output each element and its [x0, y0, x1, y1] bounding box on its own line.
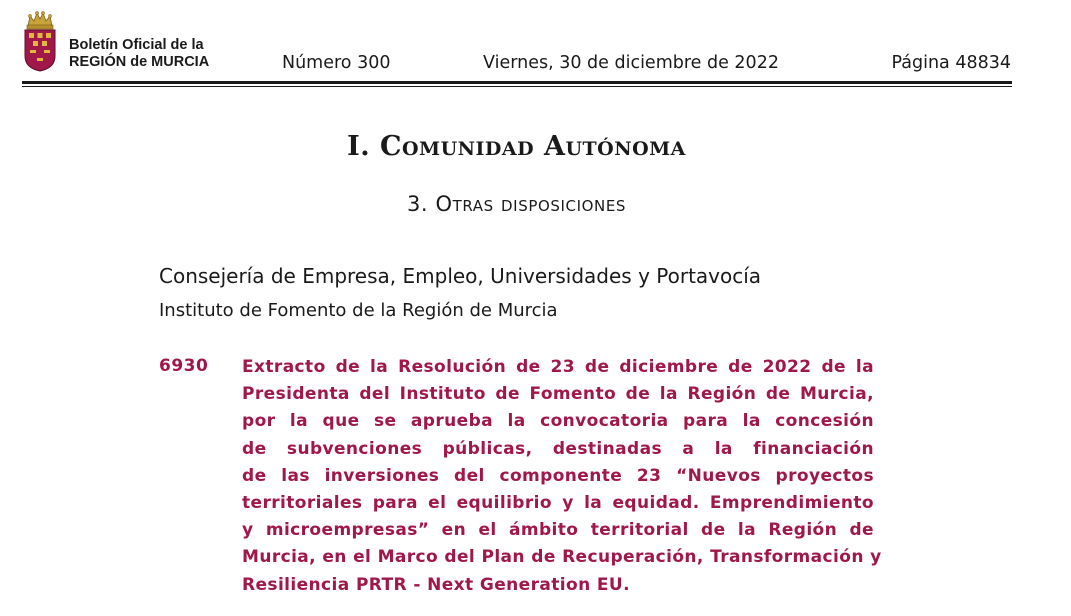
- summary-line: de las inversiones del componente 23 “Nuevos proyectos: [242, 465, 874, 486]
- announcement-number: 6930: [159, 356, 209, 376]
- page-header: [0, 0, 1071, 90]
- header-rule-thin: [22, 86, 1012, 87]
- subsection-title: 3. Otras disposiciones: [406, 192, 627, 216]
- issue-date: Viernes, 30 de diciembre de 2022: [483, 53, 779, 73]
- announcement-summary: [242, 354, 882, 599]
- summary-line: territoriales para el equilibrio y la equidad. Emprendimiento: [242, 493, 874, 514]
- instituto-name: Instituto de Fomento de la Región de Murcia: [159, 300, 558, 321]
- publisher-name: [69, 37, 209, 71]
- summary-line: Resiliencia PRTR - Next Generation EU.: [242, 574, 630, 595]
- publisher-line-1: Boletín Oficial de la: [69, 37, 204, 53]
- summary-line: Murcia, en el Marco del Plan de Recuperación, Transformación y: [242, 547, 882, 568]
- summary-line: de subvenciones públicas, destinadas a la financiación: [242, 438, 874, 459]
- summary-line: Extracto de la Resolución de 23 de diciembre de 2022 de la: [242, 357, 874, 377]
- summary-line: y microempresas” en el ámbito territorial de la Región de: [242, 520, 874, 541]
- header-rule-thick: [22, 81, 1012, 84]
- page-number: Página 48834: [891, 53, 1011, 73]
- section-title: I. Comunidad Autónoma: [347, 131, 686, 162]
- coat-of-arms-icon: [22, 10, 58, 72]
- summary-line: por la que se aprueba la convocatoria para la concesión: [242, 411, 874, 432]
- summary-line: Presidenta del Instituto de Fomento de la Región de Murcia,: [242, 384, 874, 405]
- publisher-line-2: REGIÓN de MURCIA: [69, 54, 210, 70]
- consejeria-name: Consejería de Empresa, Empleo, Universidades y Portavocía: [159, 264, 762, 288]
- issue-number: Número 300: [282, 53, 391, 73]
